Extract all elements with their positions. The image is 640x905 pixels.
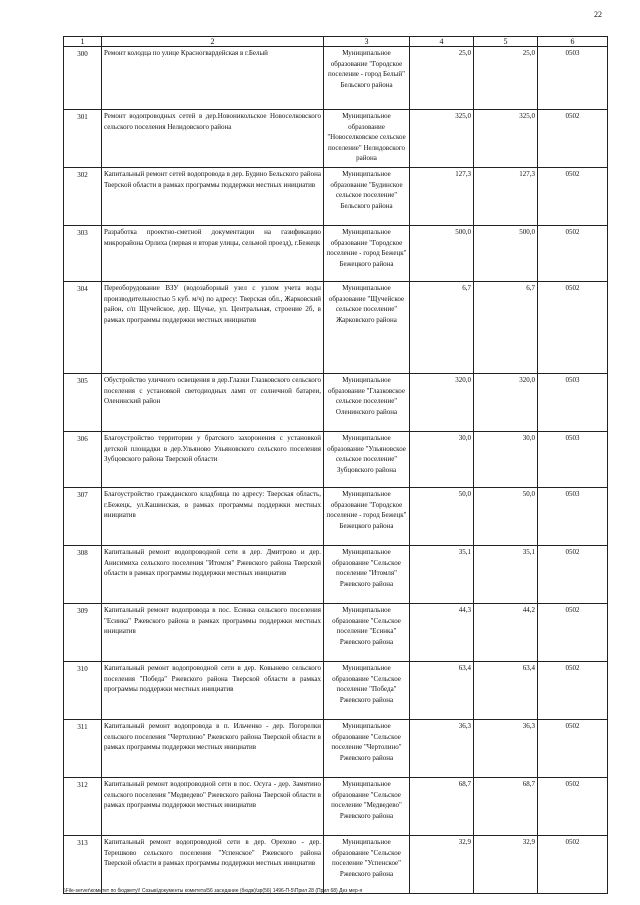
row-description: Капитальный ремонт водопроводной сети в дер. Орехово - дер. Терешково сельского поселения "Успенское" Ржевского района Тверской области в рамках программы поддержки местных инициатив	[102, 836, 324, 894]
row-number: 313	[64, 836, 102, 894]
row-description: Переоборудование ВЗУ (водозаборный узел с узлом учета воды производительностью 5 куб. м/ч) по адресу: Тверская обл., Жарковский район, с/п Щучейское, дер. Щучье, ул. Центральная, строение 2б, в рамках программы поддержки местных инициатив	[102, 282, 324, 374]
file-path-footer: \\File-server\комитет по бюджету\! Созыв\документы комитета\56 заседание (бюдж)\зр(56) 1496-П-5\Прил 28 (Прил 68) Дез мер-я	[63, 888, 363, 894]
row-amount-col5: 63,4	[474, 662, 538, 720]
row-budget-code: 0502	[538, 226, 608, 282]
row-number: 304	[64, 282, 102, 374]
table-row	[64, 604, 608, 662]
row-amount-col4: 127,3	[410, 168, 474, 226]
row-budget-code: 0503	[538, 432, 608, 488]
row-amount-col4: 50,0	[410, 488, 474, 546]
row-amount-col4: 320,0	[410, 374, 474, 432]
row-number: 305	[64, 374, 102, 432]
row-amount-col4: 500,0	[410, 226, 474, 282]
row-budget-code: 0502	[538, 720, 608, 778]
table-row	[64, 226, 608, 282]
row-recipient: Муниципальное образование "Сельское поселение "Успенское" Ржевского района	[324, 836, 410, 894]
table-row	[64, 778, 608, 836]
row-amount-col5: 127,3	[474, 168, 538, 226]
row-description: Капитальный ремонт водопроводной сети в дер. Ковынево сельского поселения "Победа" Ржевского района Тверской области в рамках программы поддержки местных инициатив	[102, 662, 324, 720]
table-row	[64, 110, 608, 168]
row-budget-code: 0503	[538, 374, 608, 432]
header-cell: 4	[410, 37, 474, 47]
row-number: 302	[64, 168, 102, 226]
row-recipient: Муниципальное образование "Сельское поселение "Итомля" Ржевского района	[324, 546, 410, 604]
row-budget-code: 0502	[538, 110, 608, 168]
row-amount-col4: 68,7	[410, 778, 474, 836]
row-recipient: Муниципальное образование "Сельское поселение "Есинка" Ржевского района	[324, 604, 410, 662]
table-row	[64, 488, 608, 546]
row-amount-col4: 325,0	[410, 110, 474, 168]
header-cell: 6	[538, 37, 608, 47]
row-number: 300	[64, 47, 102, 110]
row-description: Ремонт водопроводных сетей в дер.Новоникольское Новоселковского сельского поселения Нелидовского района	[102, 110, 324, 168]
row-recipient: Муниципальное образование "Новоселковское сельское поселение" Нелидовского района	[324, 110, 410, 168]
row-amount-col5: 325,0	[474, 110, 538, 168]
table-row	[64, 168, 608, 226]
row-amount-col5: 35,1	[474, 546, 538, 604]
table-row	[64, 432, 608, 488]
page-number: 22	[594, 10, 602, 19]
table-row	[64, 720, 608, 778]
row-recipient: Муниципальное образование "Сельское поселение "Победа" Ржевского района	[324, 662, 410, 720]
row-amount-col5: 50,0	[474, 488, 538, 546]
row-amount-col4: 35,1	[410, 546, 474, 604]
row-recipient: Муниципальное образование "Городское поселение - город Бежецк" Бежецкого района	[324, 488, 410, 546]
row-amount-col4: 30,0	[410, 432, 474, 488]
row-amount-col5: 320,0	[474, 374, 538, 432]
row-recipient: Муниципальное образование "Щучейское сельское поселение" Жарковского района	[324, 282, 410, 374]
row-description: Капитальный ремонт водопроводной сети в пос. Осуга - дер. Замятино сельского поселения "Медведево" Ржевского района Тверской области в рамках программы поддержки местных инициатив	[102, 778, 324, 836]
row-number: 307	[64, 488, 102, 546]
table-row	[64, 374, 608, 432]
table-row	[64, 282, 608, 374]
row-amount-col5: 6,7	[474, 282, 538, 374]
header-cell: 1	[64, 37, 102, 47]
header-cell: 5	[474, 37, 538, 47]
header-cell: 2	[102, 37, 324, 47]
row-recipient: Муниципальное образование "Ульяновское сельское поселение" Зубцовского района	[324, 432, 410, 488]
row-amount-col5: 30,0	[474, 432, 538, 488]
row-budget-code: 0502	[538, 836, 608, 894]
row-budget-code: 0503	[538, 47, 608, 110]
header-cell: 3	[324, 37, 410, 47]
table-row	[64, 546, 608, 604]
row-number: 310	[64, 662, 102, 720]
row-budget-code: 0502	[538, 546, 608, 604]
row-number: 301	[64, 110, 102, 168]
row-recipient: Муниципальное образование "Сельское поселение "Чертолино" Ржевского района	[324, 720, 410, 778]
table-row	[64, 47, 608, 110]
row-number: 312	[64, 778, 102, 836]
row-description: Разработка проектно-сметной документации на газификацию микрорайона Орлиха (первая и вторая улицы, сельмой проезд), г.Бежецк	[102, 226, 324, 282]
row-amount-col4: 63,4	[410, 662, 474, 720]
row-budget-code: 0502	[538, 662, 608, 720]
row-number: 303	[64, 226, 102, 282]
row-amount-col5: 36,3	[474, 720, 538, 778]
row-number: 309	[64, 604, 102, 662]
row-recipient: Муниципальное образование "Городское поселение - город Белый" Бельского района	[324, 47, 410, 110]
table-row	[64, 662, 608, 720]
row-description: Благоустройство гражданского кладбища по адресу: Тверская область, г.Бежецк, ул.Кашинская, в рамках программы поддержки местных инициатив	[102, 488, 324, 546]
table-row	[64, 836, 608, 894]
row-amount-col4: 25,0	[410, 47, 474, 110]
row-description: Капитальный ремонт водопровода в п. Ильченко - дер. Погорелки сельского поселения "Чертолино" Ржевского района Тверской области в рамках программы поддержки местных инициатив	[102, 720, 324, 778]
row-number: 308	[64, 546, 102, 604]
row-amount-col4: 32,9	[410, 836, 474, 894]
appropriations-table	[63, 36, 608, 894]
row-amount-col4: 36,3	[410, 720, 474, 778]
row-recipient: Муниципальное образование "Будинское сельское поселение" Бельского района	[324, 168, 410, 226]
row-amount-col5: 32,9	[474, 836, 538, 894]
row-amount-col4: 44,3	[410, 604, 474, 662]
row-budget-code: 0502	[538, 604, 608, 662]
row-budget-code: 0502	[538, 282, 608, 374]
row-amount-col5: 44,2	[474, 604, 538, 662]
row-number: 311	[64, 720, 102, 778]
row-recipient: Муниципальное образование "Городское поселение - город Бежецк" Бежецкого района	[324, 226, 410, 282]
row-description: Благоустройство территории у братского захоронения с установкой детской площадки в дер.Ульяново Ульяновского сельского поселения Зубцовского района Тверской области	[102, 432, 324, 488]
row-description: Ремонт колодца по улице Красногвардейская в г.Белый	[102, 47, 324, 110]
row-description: Капитальный ремонт сетей водопровода в дер. Будино Бельского района Тверской области в рамках программы поддержки местных инициатив	[102, 168, 324, 226]
row-budget-code: 0502	[538, 778, 608, 836]
table-header-row	[64, 37, 608, 47]
row-budget-code: 0503	[538, 488, 608, 546]
row-recipient: Муниципальное образование "Сельское поселение "Медведево" Ржевского района	[324, 778, 410, 836]
row-amount-col5: 500,0	[474, 226, 538, 282]
row-amount-col5: 25,0	[474, 47, 538, 110]
row-budget-code: 0502	[538, 168, 608, 226]
row-recipient: Муниципальное образование "Глазковское сельское поселение" Оленинского района	[324, 374, 410, 432]
row-description: Капитальный ремонт водопроводной сети в дер. Дмитрово и дер. Анисимиха сельского поселения "Итомля" Ржевского района Тверской области в рамках программы поддержки местных инициатив	[102, 546, 324, 604]
row-amount-col5: 68,7	[474, 778, 538, 836]
row-amount-col4: 6,7	[410, 282, 474, 374]
row-number: 306	[64, 432, 102, 488]
row-description: Капитальный ремонт водопровода в пос. Есинка сельского поселения "Есинка" Ржевского района в рамках программы поддержки местных инициатив	[102, 604, 324, 662]
row-description: Обустройство уличного освещения в дер.Глазки Глазковского сельского поселения с установкой светодиодных ламп от солнечной батареи, Оленинский район	[102, 374, 324, 432]
